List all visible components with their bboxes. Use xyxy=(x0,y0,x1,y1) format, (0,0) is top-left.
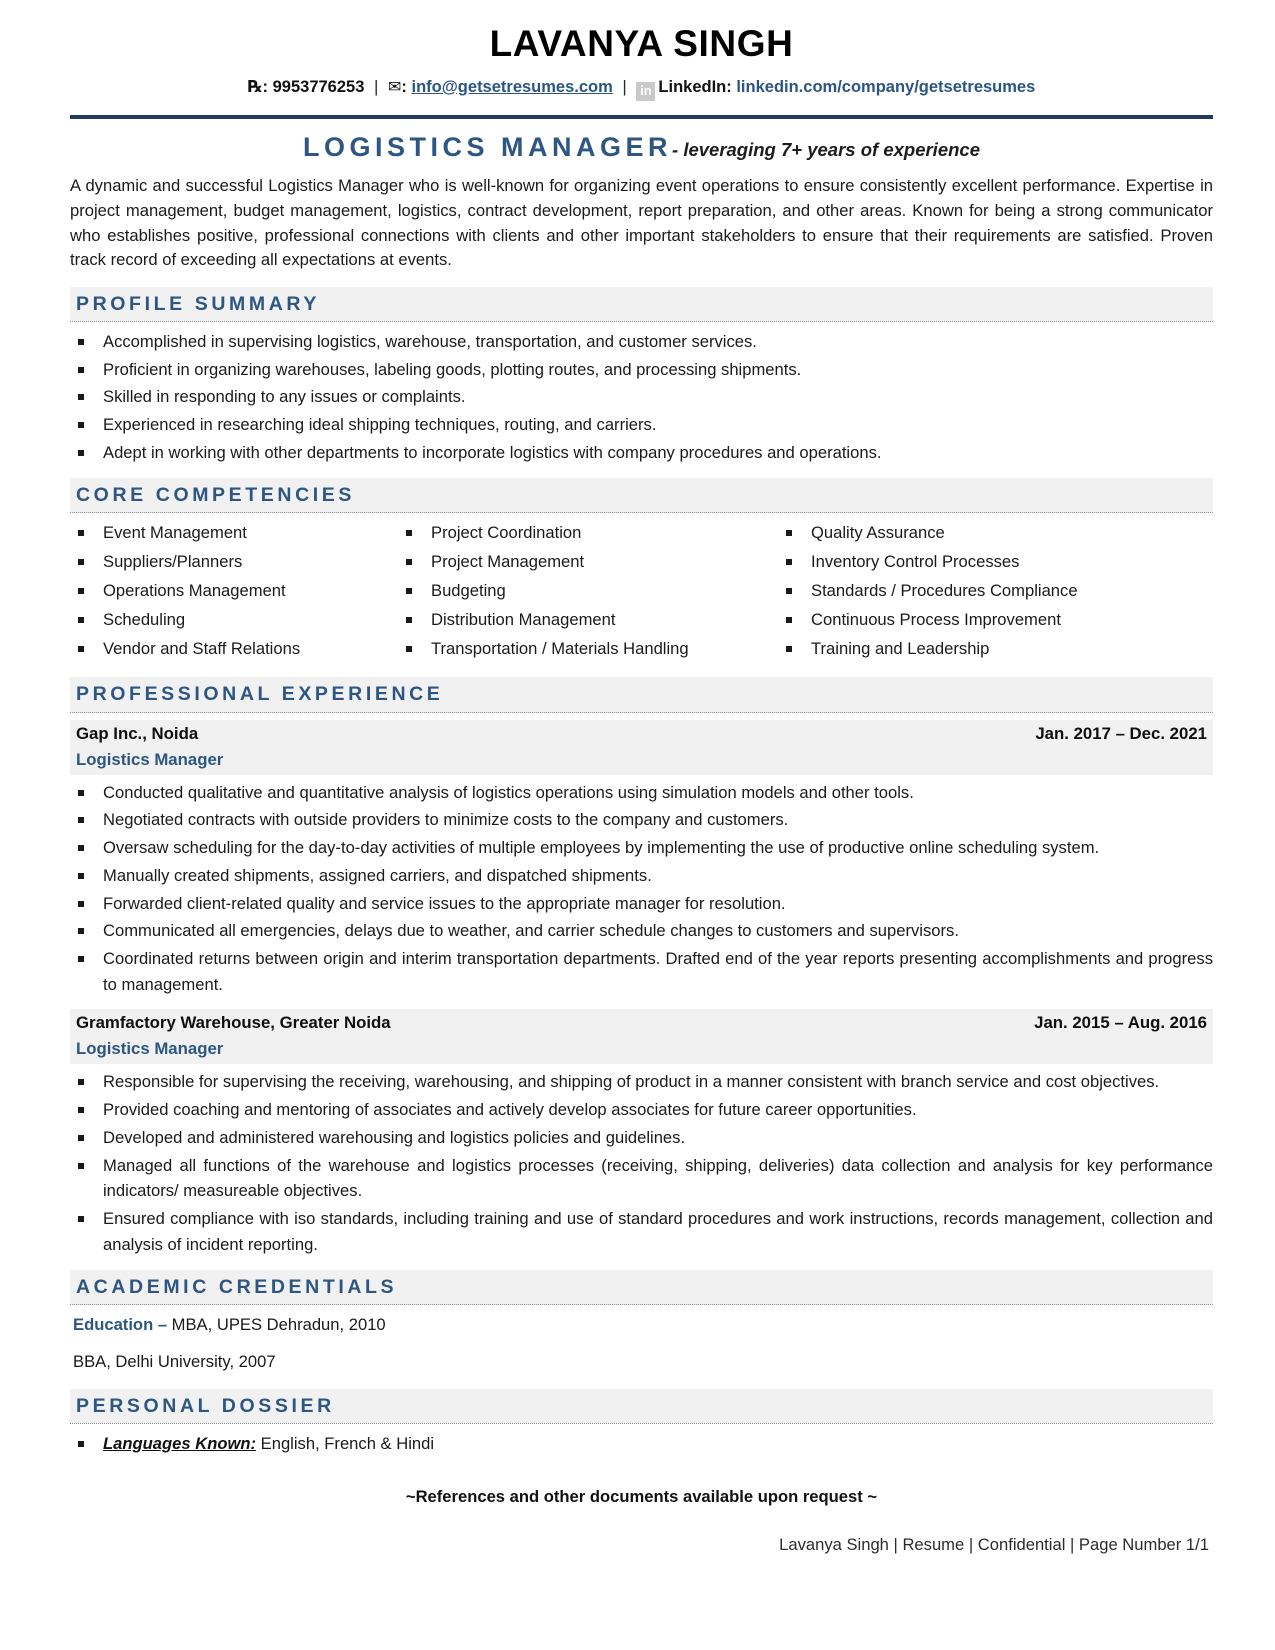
email-link[interactable]: info@getsetresumes.com xyxy=(411,77,613,96)
list-item: Communicated all emergencies, delays due to weather, and carrier schedule changes to customers and supervisors. xyxy=(70,918,1213,944)
list-item xyxy=(70,1431,1213,1457)
email-colon: : xyxy=(401,77,407,96)
list-item: Skilled in responding to any issues or complaints. xyxy=(70,384,1213,410)
professional-summary: A dynamic and successful Logistics Manager who is well-known for organizing event operations to ensure consistently excellent performance. Expertise in project management, budget management, logistics, contract development, report preparation, and other areas. Known for being a strong communicator who establishes positive, professional connections with clients and other important stakeholders to ensure that their requirements are satisfied. Proven track record of exceeding all expectations at events. xyxy=(70,176,1213,270)
education-value: MBA, UPES Dehradun, 2010 xyxy=(167,1314,386,1334)
competency-item: Scheduling xyxy=(70,607,398,633)
competency-item: Suppliers/Planners xyxy=(70,549,398,575)
competency-item: Budgeting xyxy=(398,578,778,604)
experience-entry xyxy=(70,1009,1213,1257)
competency-item: Project Coordination xyxy=(398,520,778,546)
role-tagline: - leveraging 7+ years of experience xyxy=(672,138,980,160)
list-item: Adept in working with other departments to incorporate logistics with company procedures and operations. xyxy=(70,440,1213,466)
profile-summary-list xyxy=(70,329,1213,466)
list-item: Accomplished in supervising logistics, warehouse, transportation, and customer services. xyxy=(70,329,1213,355)
section-header-personal-dossier xyxy=(70,1389,1213,1424)
job-bullet-list xyxy=(70,1069,1213,1257)
competency-item: Standards / Procedures Compliance xyxy=(778,578,1213,604)
section-header-professional-experience xyxy=(70,677,1213,712)
linkedin-link[interactable]: linkedin.com/company/getsetresumes xyxy=(736,77,1036,96)
competency-item: Event Management xyxy=(70,520,398,546)
references-note: ~References and other documents available upon request ~ xyxy=(405,1486,878,1506)
section-header-profile-summary xyxy=(70,287,1213,322)
company-name: Gap Inc., Noida xyxy=(76,723,199,743)
section-title: PROFILE SUMMARY xyxy=(76,292,320,315)
employment-dates: Jan. 2015 – Aug. 2016 xyxy=(1034,1013,1207,1033)
competency-item: Inventory Control Processes xyxy=(778,549,1213,575)
list-item: Managed all functions of the warehouse and logistics processes (receiving, shipping, deliveries) data collection and analysis for key performance indicators/ measureable objectives. xyxy=(70,1153,1213,1204)
job-title: Logistics Manager xyxy=(76,749,224,769)
contact-separator-2: | xyxy=(622,76,627,96)
linkedin-label: LinkedIn: xyxy=(658,77,732,96)
languages-value: English, French & Hindi xyxy=(256,1434,435,1454)
header-divider xyxy=(70,115,1213,119)
section-title: ACADEMIC CREDENTIALS xyxy=(76,1275,398,1298)
list-item: Ensured compliance with iso standards, including training and use of standard procedures and work instructions, records management, collection and analysis of incident reporting. xyxy=(70,1206,1213,1257)
competency-item: Vendor and Staff Relations xyxy=(70,636,398,662)
list-item: Developed and administered warehousing and logistics policies and guidelines. xyxy=(70,1125,1213,1151)
core-competencies-grid xyxy=(70,520,1213,665)
experience-entry-header xyxy=(70,720,1213,775)
phone-colon: : xyxy=(262,77,269,96)
education-secondary: BBA, Delhi University, 2007 xyxy=(73,1351,276,1371)
page-footer: Lavanya Singh | Resume | Confidential | Page Number 1/1 xyxy=(779,1534,1209,1554)
education-label: Education – xyxy=(73,1314,168,1334)
competency-item: Quality Assurance xyxy=(778,520,1213,546)
section-title: CORE COMPETENCIES xyxy=(76,483,355,506)
competency-column-2 xyxy=(398,520,778,665)
competency-item: Training and Leadership xyxy=(778,636,1213,662)
job-title: Logistics Manager xyxy=(76,1039,224,1059)
list-item: Coordinated returns between origin and interim transportation departments. Drafted end of the year reports presenting accomplishments and progress to management. xyxy=(70,946,1213,997)
competency-item: Continuous Process Improvement xyxy=(778,607,1213,633)
section-header-core-competencies xyxy=(70,478,1213,513)
list-item: Forwarded client-related quality and service issues to the appropriate manager for resolution. xyxy=(70,891,1213,917)
company-name: Gramfactory Warehouse, Greater Noida xyxy=(76,1013,391,1033)
education-primary xyxy=(73,1313,1213,1338)
languages-label: Languages Known: xyxy=(103,1434,257,1454)
employment-dates: Jan. 2017 – Dec. 2021 xyxy=(1035,723,1207,743)
list-item: Conducted qualitative and quantitative analysis of logistics operations using simulation models and other tools. xyxy=(70,780,1213,806)
role-heading xyxy=(70,131,1213,165)
competency-item: Project Management xyxy=(398,549,778,575)
personal-dossier-list xyxy=(70,1431,1213,1457)
competency-item: Transportation / Materials Handling xyxy=(398,636,778,662)
list-item: Proficient in organizing warehouses, labeling goods, plotting routes, and processing shipments. xyxy=(70,357,1213,383)
list-item: Responsible for supervising the receiving, warehousing, and shipping of product in a manner consistent with branch service and cost objectives. xyxy=(70,1069,1213,1095)
competency-column-3 xyxy=(778,520,1213,665)
company-date-row xyxy=(76,724,1207,744)
list-item: Provided coaching and mentoring of associates and actively develop associates for future career opportunities. xyxy=(70,1097,1213,1123)
competency-item: Operations Management xyxy=(70,578,398,604)
phone-icon: ℞ xyxy=(247,76,263,96)
list-item: Manually created shipments, assigned carriers, and dispatched shipments. xyxy=(70,863,1213,889)
competency-item: Distribution Management xyxy=(398,607,778,633)
contact-line xyxy=(70,76,1213,101)
role-title: LOGISTICS MANAGER xyxy=(303,131,673,162)
company-date-row xyxy=(76,1013,1207,1033)
list-item: Oversaw scheduling for the day-to-day activities of multiple employees by implementing the use of productive online scheduling system. xyxy=(70,835,1213,861)
competency-column-1 xyxy=(70,520,398,665)
section-header-academic-credentials xyxy=(70,1270,1213,1305)
experience-entry xyxy=(70,720,1213,998)
candidate-name: LAVANYA SINGH xyxy=(489,23,794,64)
experience-list xyxy=(70,720,1213,1258)
list-item: Experienced in researching ideal shipping techniques, routing, and carriers. xyxy=(70,412,1213,438)
section-title: PERSONAL DOSSIER xyxy=(76,1394,335,1417)
linkedin-icon: in xyxy=(636,82,655,101)
envelope-icon: ✉ xyxy=(387,76,402,96)
list-item: Negotiated contracts with outside providers to minimize costs to the company and customers. xyxy=(70,807,1213,833)
job-bullet-list xyxy=(70,780,1213,998)
contact-separator-1: | xyxy=(373,76,379,96)
section-title: PROFESSIONAL EXPERIENCE xyxy=(76,683,444,706)
experience-entry-header xyxy=(70,1009,1213,1064)
phone-number[interactable]: 9953776253 xyxy=(272,77,365,96)
